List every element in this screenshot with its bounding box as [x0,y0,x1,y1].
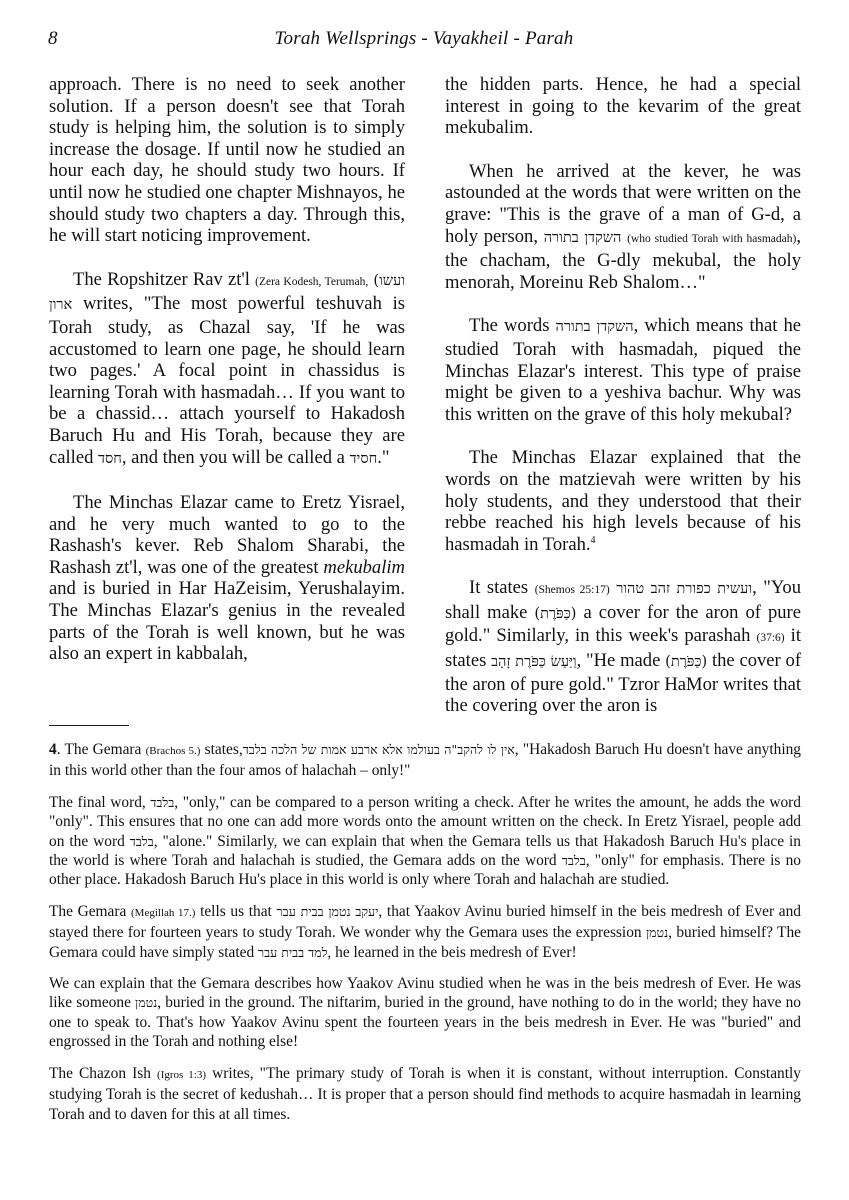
footnotes [49,740,801,1136]
footnote-number: 4 [49,741,57,758]
paragraph [445,447,801,555]
text: and is buried in Har HaZeisim, Yerushalayim. The Minchas Elazar's genius in the revealed parts of the Torah is well known, but he was also an expert in kabbalah, [49,578,405,665]
hebrew-phrase: השקדן בתורה [555,319,634,336]
paragraph [445,577,801,717]
text: The final word, [49,793,146,811]
paragraph [49,74,405,247]
page-header [48,28,800,58]
text: . The Gemara [56,741,142,758]
right-column [445,74,801,739]
source-citation: (Zera Kodesh, Terumah, [255,275,369,288]
text: , he learned in the beis medresh of Ever! [327,943,577,961]
running-title: Torah Wellsprings - Vayakheil - Parah [274,28,574,49]
text: the cover of the aron of pure gold." Tzror HaMor writes that the covering over the aron is [445,650,802,717]
hebrew-word: בלבד [561,853,586,869]
text: , "only" for emphasis. There is no other place. Hakadosh Baruch Hu's place in this world is only where Torah and halachah are studied. [49,852,802,889]
hebrew-word: נטמן [135,995,158,1011]
text: , buried in the ground. The niftarim, buried in the ground, have nothing to do in the world; they have no one to speak to. That's how Yaakov Avinu spent the fourteen years in the beis medresh in Ever. He was "buried" and engrossed in the Torah and nothing else! [49,994,801,1051]
hebrew-word: בלבד [150,794,175,810]
left-column [49,74,405,687]
text: It states [469,577,529,599]
text: , the chacham, the G-dly mekubal, the holy menorah, Moreinu Reb Shalom…" [445,225,801,293]
hebrew-word: (כַּפֹּרֶת) [534,605,577,622]
text: , "Hakadosh Baruch Hu doesn't have anything in this world other than the four amos of halachah – only!" [49,741,801,780]
paragraph [445,315,801,425]
text: When he arrived at the kever, he was astounded at the words that were written on the grave: "This is the grave of a man of G-d, a holy person, [445,160,801,247]
text: ." [377,446,390,468]
text: the hidden parts. Hence, he had a special interest in going to the kevarim of the great mekubalim. [445,74,801,139]
text: , "alone." Similarly, we can explain that when the Gemara tells us that Hakadosh Baruch Hu's place in the world is where Torah and halachah is studied, the Gemara adds on the word [49,832,801,870]
text: tells us that [200,902,272,920]
footnote-paragraph [49,1064,801,1124]
hebrew-phrase: אין לו להקב"ה בעולמו אלא ארבע אמות של הלכה בלבד [242,742,515,757]
text: The Chazon Ish [49,1064,151,1082]
hebrew-word: חסיד [349,450,378,467]
text: The Minchas Elazar came to Eretz Yisrael, and he very much wanted to go to the Rashash's kever. Reb Shalom Sharabi, the Rashash zt'l, was one of the greatest [49,492,405,578]
hebrew-phrase: למד בבית עבר [258,944,328,960]
text: , "He made [576,650,661,672]
page-number: 8 [48,28,58,49]
hebrew-word: (כַּפֹּרֶת) [665,654,708,671]
translation-note: (who studied Torah with hasmadah) [627,232,797,245]
text: , which means that he studied Torah with hasmadah, piqued the Minchas Elazar's interest. This type of praise might be given to a yeshiva bachur. Why was this written on the grave of this holy mekubal? [445,315,801,425]
hebrew-phrase: ועשית כפורת זהב טהור [616,581,753,598]
text: states, [204,741,243,758]
text: a cover for the aron of pure gold." Similarly, in this week's parashah [445,601,802,647]
hebrew-phrase: וַיַּעַשׂ כַּפֹּרֶת זָהָב [491,654,577,671]
text: The Minchas Elazar explained that the words on the matzievah were written by his holy students, and they understood that their rebbe reached his high levels because of his hasmadah in Torah. [445,447,801,555]
source-citation: (37:6) [756,632,785,645]
source-citation: (Shemos 25:17) [534,584,610,597]
hebrew-word: בלבד [129,833,154,849]
text: approach. There is no need to seek another solution. If a person doesn't see that Torah study is helping him, the solution is to simply increase the dosage. If until now he studied an hour each day, he should study two hours. If until now he studied one chapter Mishnayos, he should study two chapters a day. Through this, he will start noticing improvement. [49,74,405,247]
hebrew-phrase: השקדן בתורה [543,229,622,246]
paragraph [49,269,405,470]
paragraph [49,492,405,665]
text: , "only," can be compared to a person writing a check. After he writes the amount, he adds the word "only". This ensures that no one can add more words onto the amount written on the check. In Eretz Yisrael, people add on the word [49,793,801,850]
footnote-paragraph [49,793,801,890]
paragraph [445,74,801,139]
footnote-divider [49,725,129,726]
text: , and then you will be called a [121,446,345,468]
text: The Ropshitzer Rav zt'l [73,268,250,290]
text: , that Yaakov Avinu buried himself in the beis medresh of Ever and stayed there for fourteen years to study Torah. We wonder why the Gemara uses the expression [49,902,801,942]
source-citation: (Megillah 17.) [131,906,196,919]
emphasis: mekubalim [323,556,405,578]
text: The Gemara [49,902,127,920]
footnote [49,740,801,781]
paragraph [445,161,801,294]
text: The words [469,315,550,337]
text: writes, "The primary study of Torah is when it is constant, without interruption. Constantly studying Torah is the secret of kedushah… It is proper that a person should find methods to acquire hasmadah in learning Torah and to daven for this at all times. [49,1064,801,1123]
hebrew-citation: (ועשו ארון [49,272,405,314]
hebrew-word: נטמן [645,925,669,941]
footnote-paragraph [49,902,801,962]
hebrew-phrase: יעקב נטמן בבית עבר [276,903,379,919]
source-citation: (Brachos 5.) [145,745,201,757]
text: We can explain that the Gemara describes how Yaakov Avinu studied when he was in the beis medresh of Ever. He was like someone [49,975,801,1012]
text: writes, "The most powerful teshuvah is Torah study, as Chazal say, 'If he was accustomed to learn one page, he should learn two pages.' A focal point in chassidus is learning Torah with hasmadah… If you want to be a chassid… attach yourself to Hakadosh Baruch Hu and His Torah, because they are called [49,293,405,468]
text: , "You shall make [445,577,802,623]
footnote-marker[interactable]: 4 [590,534,596,546]
text: , buried himself? The Gemara could have simply stated [49,924,801,961]
text: it states [445,625,801,672]
hebrew-word: חסד [98,450,122,467]
source-citation: (Igros 1:3) [157,1068,207,1081]
footnote-paragraph [49,974,801,1052]
